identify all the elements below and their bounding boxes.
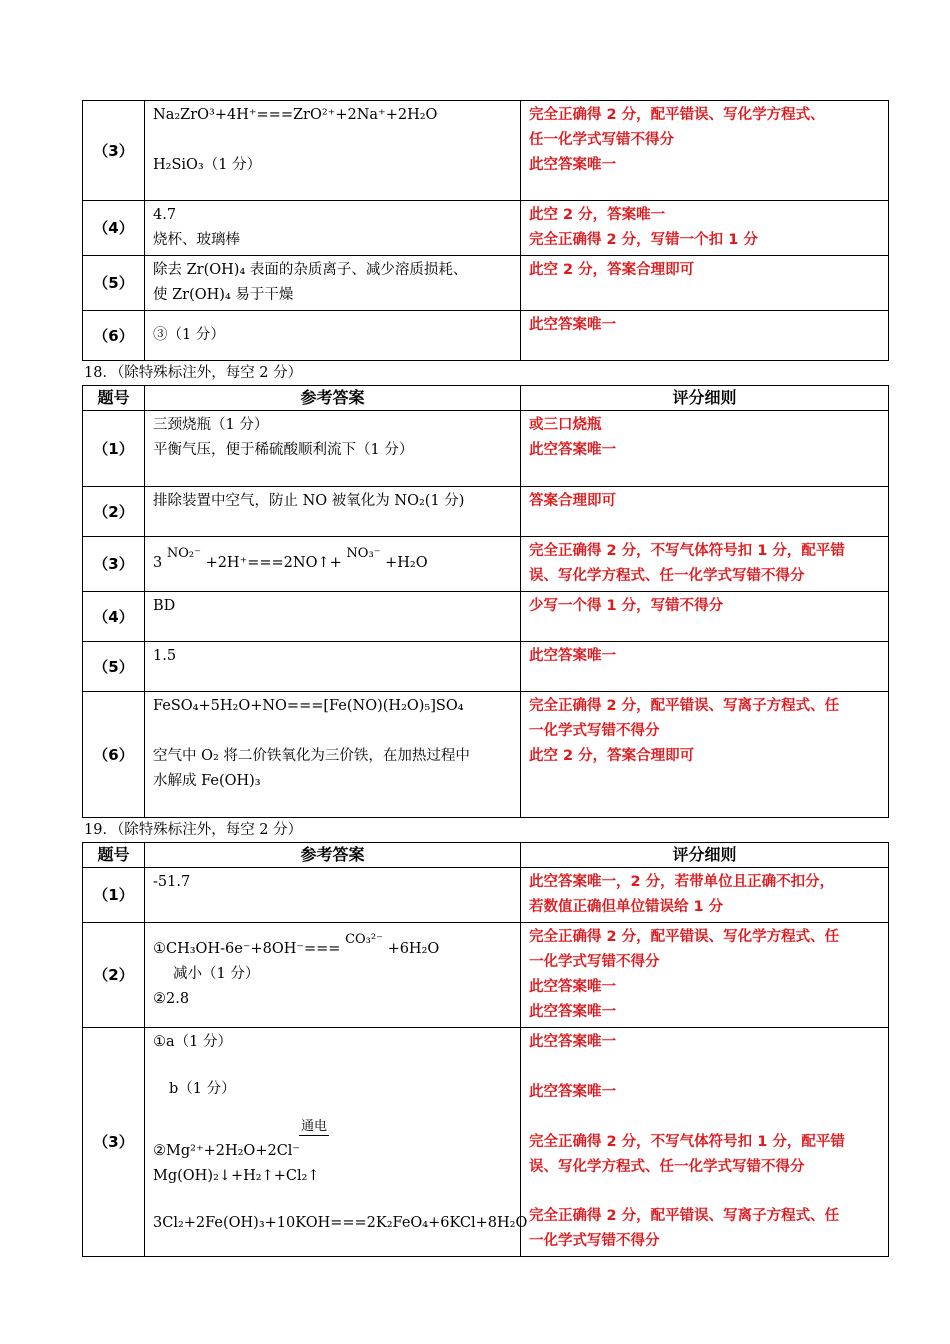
condition-electrolysis: 通电 (301, 1119, 328, 1134)
scoring-rule (521, 692, 889, 818)
answer-line: -51.7 (153, 874, 191, 890)
table-row (83, 411, 889, 487)
scoring-rule (521, 1028, 889, 1257)
table-row (83, 537, 889, 592)
answer-part: +H₂O (385, 555, 428, 571)
answer-line: ①a（1 分） (153, 1034, 232, 1050)
reference-answer (145, 868, 521, 923)
rule-line: 此空答案唯一 (529, 1034, 616, 1050)
question-number: （5） (83, 642, 145, 692)
section-title-18: 18．（除特殊标注外，每空 2 分） (84, 365, 303, 381)
scoring-rule (521, 868, 889, 923)
scoring-rule (521, 923, 889, 1028)
carbonate-ion: CO₃²⁻ (345, 932, 383, 947)
rule-line: 完全正确得 2 分，写错一个扣 1 分 (529, 232, 758, 248)
reference-answer (145, 487, 521, 537)
answer-line: 平衡气压，便于稀硫酸顺利流下（1 分） (153, 442, 414, 458)
reference-answer (145, 256, 521, 311)
question-number: （3） (83, 101, 145, 201)
answer-line: 空气中 O₂ 将二价铁氧化为三价铁，在加热过程中 (153, 748, 470, 764)
section-title-19: 19．（除特殊标注外，每空 2 分） (84, 822, 303, 838)
answer-line: BD (153, 598, 176, 614)
reference-answer (145, 642, 521, 692)
rule-line: 若数值正确但单位错误给 1 分 (529, 899, 724, 915)
question-number: （2） (83, 487, 145, 537)
answer-line: H₂SiO₃（1 分） (153, 157, 262, 173)
answer-line (153, 932, 512, 962)
nitrite-ion: NO₂⁻ (166, 546, 201, 561)
scoring-rule (521, 311, 889, 361)
rule-line: 一化学式写错不得分 (529, 1233, 660, 1249)
reference-answer (145, 592, 521, 642)
answer-line: ②2.8 (153, 991, 190, 1007)
rule-line: 少写一个得 1 分，写错不得分 (529, 598, 724, 614)
reference-answer (145, 537, 521, 592)
answer-line: 减小（1 分） (173, 966, 260, 982)
rule-line: 一化学式写错不得分 (529, 954, 660, 970)
rule-line: 此空答案唯一 (529, 442, 616, 458)
table-19 (82, 842, 889, 1257)
reference-answer (145, 101, 521, 201)
rule-line: 任一化学式写错不得分 (529, 132, 674, 148)
answer-line: 除去 Zr(OH)₄ 表面的杂质离子、减少溶质损耗、 (153, 262, 468, 278)
table-row (83, 642, 889, 692)
scoring-rule (521, 592, 889, 642)
rule-line: 完全正确得 2 分，配平错误、写离子方程式、任 (529, 1208, 840, 1224)
table-row (83, 1028, 889, 1257)
answer-line (153, 1139, 512, 1189)
reference-answer (145, 1028, 528, 1257)
answer-part: ②Mg²⁺+2H₂O+2Cl⁻ (153, 1143, 301, 1159)
question-number: （3） (83, 1028, 145, 1257)
header-reference-answer: 参考答案 (145, 843, 521, 868)
table-header-row (83, 386, 889, 411)
question-number: （1） (83, 411, 145, 487)
rule-line: 此空 2 分，答案合理即可 (529, 262, 695, 278)
question-number: （6） (83, 311, 145, 361)
rule-line: 此空答案唯一 (529, 979, 616, 995)
answer-part: +2H⁺===2NO↑+ (205, 555, 342, 571)
table-row (83, 311, 889, 361)
table-row (83, 692, 889, 818)
reference-answer (145, 311, 521, 361)
rule-line: 完全正确得 2 分，配平错误、写化学方程式、 (529, 107, 825, 123)
header-scoring-rule: 评分细则 (521, 843, 889, 868)
answer-line: b（1 分） (169, 1081, 236, 1097)
scoring-rule (521, 537, 889, 592)
question-number: （2） (83, 923, 145, 1028)
rule-line: 此空答案唯一 (529, 1004, 616, 1020)
question-number: （1） (83, 868, 145, 923)
reference-answer (145, 692, 521, 818)
answer-line: 排除装置中空气，防止 NO 被氧化为 NO₂(1 分) (153, 493, 465, 509)
scoring-rule (521, 411, 889, 487)
answer-line: 3Cl₂+2Fe(OH)₃+10KOH===2K₂FeO₄+6KCl+8H₂O (153, 1215, 528, 1231)
question-number: （3） (83, 537, 145, 592)
table-header-row (83, 843, 889, 868)
scoring-rule (521, 642, 889, 692)
rule-line: 完全正确得 2 分，不写气体符号扣 1 分，配平错 (529, 1134, 845, 1150)
answer-key-page (82, 100, 888, 1257)
reference-answer (145, 411, 521, 487)
answer-part: 3 (153, 555, 163, 571)
answer-line: 4.7 (153, 207, 177, 223)
table-row (83, 101, 889, 201)
scoring-rule (521, 201, 889, 256)
table-18 (82, 385, 889, 818)
table-17 (82, 100, 889, 361)
rule-line: 完全正确得 2 分，不写气体符号扣 1 分，配平错 (529, 543, 845, 559)
scoring-rule (521, 256, 889, 311)
rule-line: 此空答案唯一 (529, 1084, 616, 1100)
rule-line: 完全正确得 2 分，配平错误、写化学方程式、任 (529, 929, 840, 945)
nitrate-ion: NO₃⁻ (346, 546, 381, 561)
reference-answer (145, 201, 521, 256)
answer-line: ③（1 分） (153, 327, 225, 343)
table-row (83, 201, 889, 256)
rule-line: 此空答案唯一 (529, 157, 616, 173)
rule-line: 此空答案唯一，2 分，若带单位且正确不扣分， (529, 874, 835, 890)
table-row (83, 592, 889, 642)
rule-line: 误、写化学方程式、任一化学式写错不得分 (529, 568, 805, 584)
question-number: （6） (83, 692, 145, 818)
rule-line: 答案合理即可 (529, 493, 616, 509)
question-number: （4） (83, 592, 145, 642)
answer-part: ①CH₃OH-6e⁻+8OH⁻=== (153, 941, 341, 957)
header-scoring-rule: 评分细则 (521, 386, 889, 411)
answer-line: FeSO₄+5H₂O+NO===[Fe(NO)(H₂O)₅]SO₄ (153, 698, 464, 714)
header-question-number: 题号 (83, 386, 145, 411)
rule-line: 一化学式写错不得分 (529, 723, 660, 739)
rule-line: 此空 2 分，答案唯一 (529, 207, 666, 223)
table-row (83, 256, 889, 311)
answer-line: 水解成 Fe(OH)₃ (153, 773, 261, 789)
answer-line: 1.5 (153, 648, 177, 664)
table-row (83, 487, 889, 537)
answer-line: 使 Zr(OH)₄ 易于干燥 (153, 287, 294, 303)
header-reference-answer: 参考答案 (145, 386, 521, 411)
answer-line: 三颈烧瓶（1 分） (153, 417, 269, 433)
answer-line: Na₂ZrO³+4H⁺===ZrO²⁺+2Na⁺+2H₂O (153, 107, 438, 123)
rule-line: 误、写化学方程式、任一化学式写错不得分 (529, 1159, 805, 1175)
rule-line: 或三口烧瓶 (529, 417, 602, 433)
table-row (83, 868, 889, 923)
table-row (83, 923, 889, 1028)
header-question-number: 题号 (83, 843, 145, 868)
rule-line: 此空 2 分，答案合理即可 (529, 748, 695, 764)
scoring-rule (521, 487, 889, 537)
reference-answer (145, 923, 521, 1028)
question-number: （4） (83, 201, 145, 256)
answer-part: Mg(OH)₂↓+H₂↑+Cl₂↑ (153, 1168, 320, 1184)
scoring-rule (521, 101, 889, 201)
rule-line: 完全正确得 2 分，配平错误、写离子方程式、任 (529, 698, 840, 714)
answer-line: 烧杯、玻璃棒 (153, 232, 240, 248)
rule-line: 此空答案唯一 (529, 317, 616, 333)
question-number: （5） (83, 256, 145, 311)
rule-line: 此空答案唯一 (529, 648, 616, 664)
answer-part: +6H₂O (387, 941, 440, 957)
